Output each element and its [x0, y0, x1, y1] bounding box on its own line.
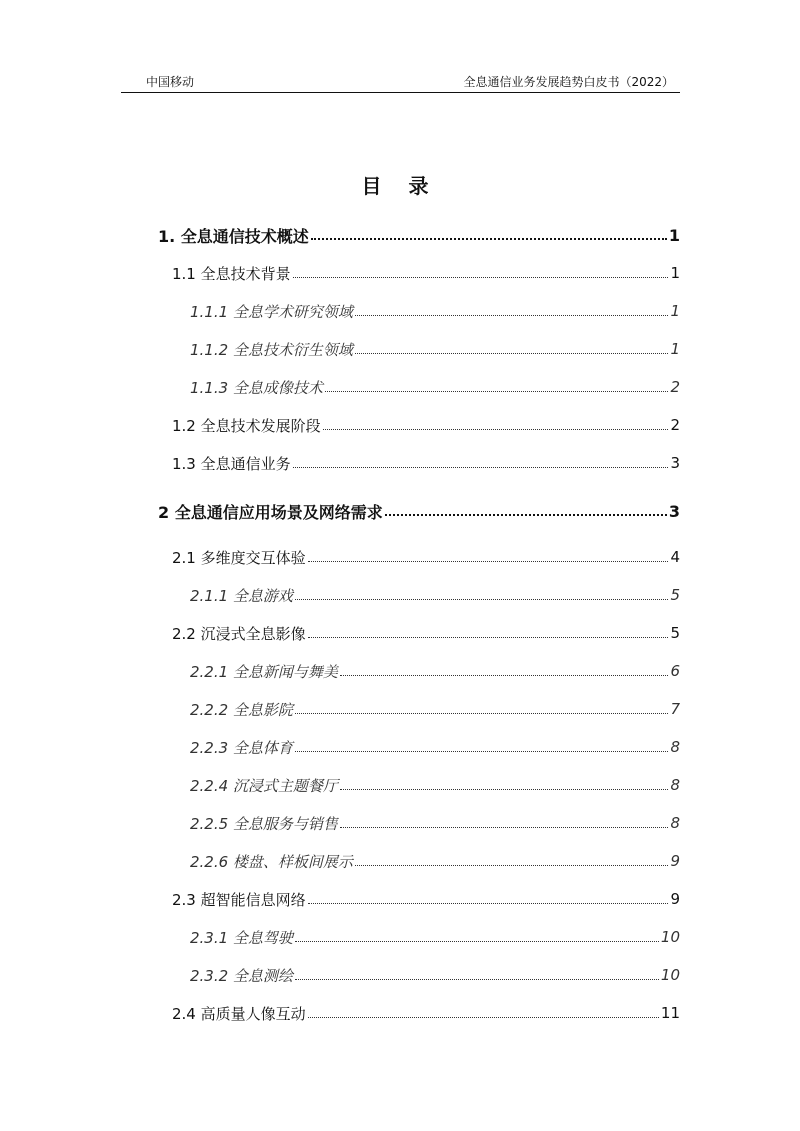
toc-entry-page: 1: [670, 264, 680, 282]
toc-entry[interactable]: [190, 808, 680, 838]
toc-leader: [308, 1017, 659, 1018]
toc-entry-label: 2.2 沉浸式全息影像: [172, 624, 306, 643]
toc-entry-label: 2.3.2 全息测绘: [190, 966, 293, 985]
toc-entry-label: 2.2.3 全息体育: [190, 738, 293, 757]
toc-leader: [295, 751, 669, 752]
toc-entry[interactable]: [190, 732, 680, 762]
toc-entry-page: 9: [670, 890, 680, 908]
toc-entry-page: 6: [670, 662, 680, 680]
toc-entry-page: 3: [670, 454, 680, 472]
toc-entry[interactable]: [172, 884, 680, 914]
toc-entry-page: 2: [670, 416, 680, 434]
toc-entry[interactable]: [172, 410, 680, 440]
toc-entry-label: 1.1.3 全息成像技术: [190, 378, 323, 397]
toc-entry-page: 1: [668, 225, 680, 245]
toc-entry-label: 2.3.1 全息驾驶: [190, 928, 293, 947]
toc-leader: [295, 941, 659, 942]
toc-entry-label: 1.1.1 全息学术研究领域: [190, 302, 353, 321]
toc-leader: [340, 789, 669, 790]
toc-entry[interactable]: [190, 296, 680, 326]
page-header: [121, 70, 680, 93]
toc-entry-label: 1. 全息通信技术概述: [158, 226, 309, 246]
toc-entry-page: 5: [670, 586, 680, 604]
toc-entry-page: 9: [670, 852, 680, 870]
toc-leader: [295, 979, 659, 980]
toc-entry-page: 11: [660, 1004, 680, 1022]
toc-leader: [323, 429, 669, 430]
header-org: 中国移动: [146, 75, 195, 89]
toc-entry-page: 1: [670, 340, 680, 358]
toc-leader: [325, 391, 669, 392]
toc-entry-label: 2.1.1 全息游戏: [190, 586, 293, 605]
toc-entry-page: 3: [668, 501, 680, 521]
toc-entry[interactable]: [158, 496, 680, 526]
toc-leader: [355, 353, 669, 354]
toc-title: 目 录: [361, 174, 439, 198]
toc-leader: [311, 238, 667, 240]
toc-entry-label: 2.2.2 全息影院: [190, 700, 293, 719]
toc-entry[interactable]: [190, 846, 680, 876]
toc-entry[interactable]: [190, 770, 680, 800]
toc-leader: [295, 713, 669, 714]
header-doc-title: 全息通信业务发展趋势白皮书（2022）: [463, 75, 674, 89]
toc-entry-label: 2.3 超智能信息网络: [172, 890, 306, 909]
toc-leader: [355, 315, 669, 316]
toc-entry-label: 1.2 全息技术发展阶段: [172, 416, 321, 435]
toc-leader: [385, 514, 667, 516]
toc-leader: [293, 467, 669, 468]
toc-entry-page: 5: [670, 624, 680, 642]
toc-entry[interactable]: [190, 372, 680, 402]
toc-entry[interactable]: [190, 922, 680, 952]
toc-entry-page: 8: [670, 776, 680, 794]
toc-entry-page: 8: [670, 738, 680, 756]
toc-entry-label: 2.2.6 楼盘、样板间展示: [190, 852, 353, 871]
toc-entry-label: 1.3 全息通信业务: [172, 454, 291, 473]
toc-entry[interactable]: [172, 998, 680, 1028]
toc-leader: [293, 277, 669, 278]
toc-leader: [308, 903, 669, 904]
toc-entry-label: 2.1 多维度交互体验: [172, 548, 306, 567]
toc-entry[interactable]: [172, 542, 680, 572]
toc-leader: [295, 599, 669, 600]
toc-entry-page: 4: [670, 548, 680, 566]
toc-entry[interactable]: [190, 960, 680, 990]
toc-entry-page: 1: [670, 302, 680, 320]
toc-entry[interactable]: [172, 258, 680, 288]
toc-entry-label: 1.1.2 全息技术衍生领域: [190, 340, 353, 359]
toc-entry-label: 1.1 全息技术背景: [172, 264, 291, 283]
toc-leader: [355, 865, 669, 866]
toc-entry[interactable]: [190, 694, 680, 724]
toc-entry-label: 2.2.1 全息新闻与舞美: [190, 662, 338, 681]
toc-entry-label: 2.2.5 全息服务与销售: [190, 814, 338, 833]
toc-entry-label: 2.4 高质量人像互动: [172, 1004, 306, 1023]
toc-leader: [340, 675, 669, 676]
toc-entry-label: 2.2.4 沉浸式主题餐厅: [190, 776, 338, 795]
toc-leader: [308, 637, 669, 638]
toc-entry[interactable]: [158, 220, 680, 250]
toc-entry[interactable]: [190, 656, 680, 686]
toc-entry-page: 2: [670, 378, 680, 396]
toc-entry-page: 10: [660, 966, 680, 984]
toc-entry[interactable]: [190, 334, 680, 364]
toc-entry[interactable]: [172, 448, 680, 478]
toc-entry[interactable]: [190, 580, 680, 610]
toc-entry-label: 2 全息通信应用场景及网络需求: [158, 502, 383, 522]
toc-entry-page: 10: [660, 928, 680, 946]
toc-entry-page: 7: [670, 700, 680, 718]
toc-leader: [340, 827, 669, 828]
toc-leader: [308, 561, 669, 562]
toc-entry-page: 8: [670, 814, 680, 832]
toc-entry[interactable]: [172, 618, 680, 648]
